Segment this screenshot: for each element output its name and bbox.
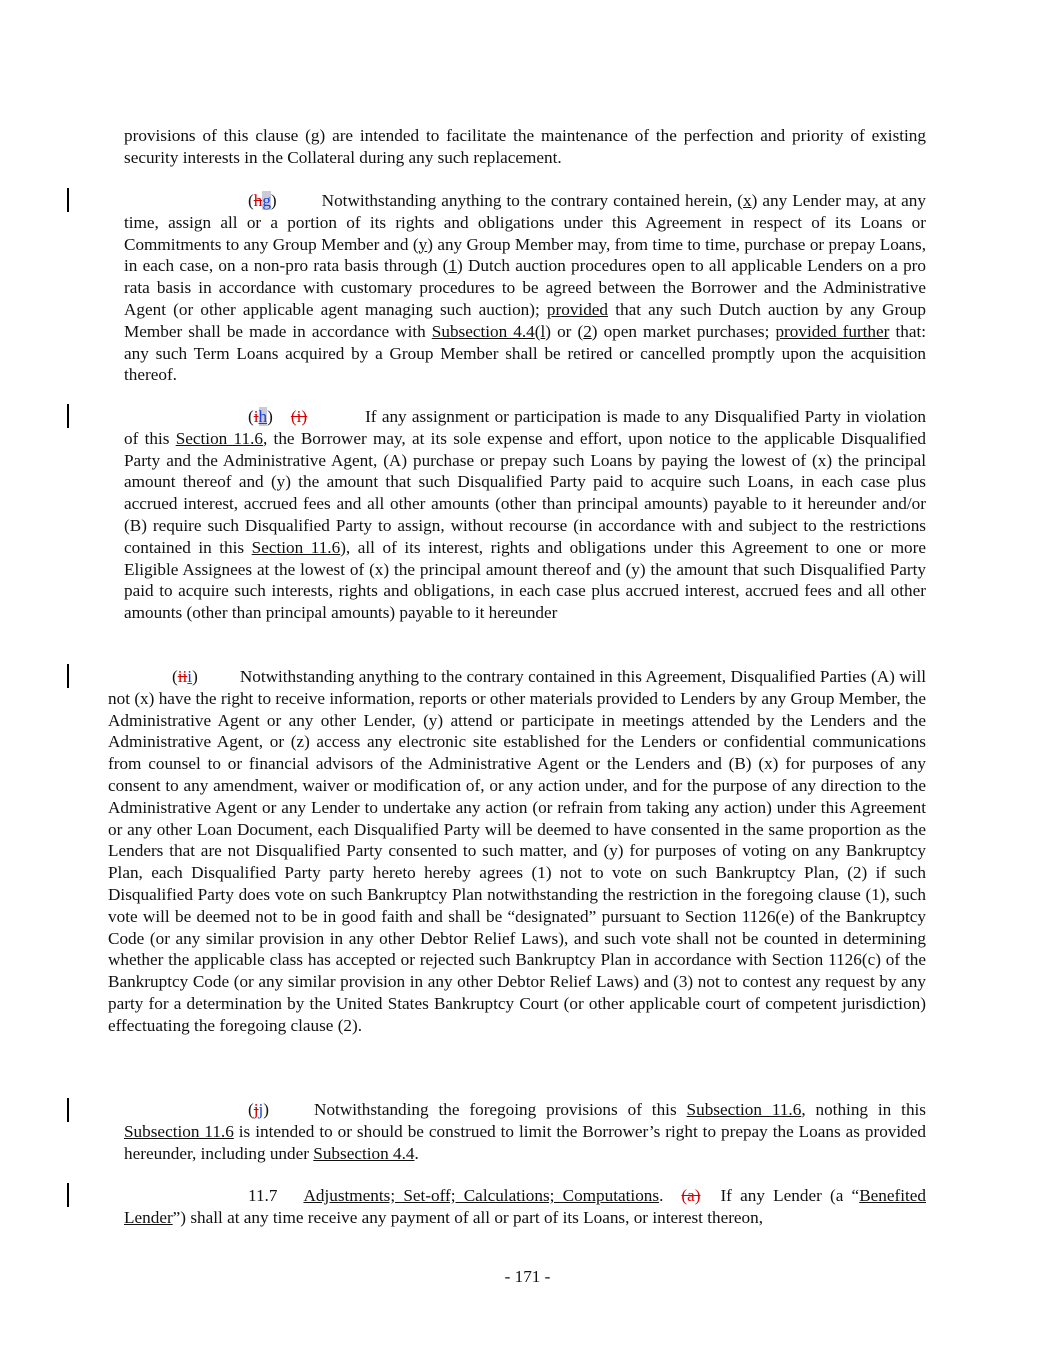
page-number: - 171 - [504, 1267, 551, 1286]
change-bar [67, 404, 69, 428]
change-bar [67, 1098, 69, 1122]
cross-reference: Section 11.6 [251, 537, 341, 557]
defined-term-provided: provided [546, 299, 609, 319]
section-heading: Adjustments; Set-off; Calculations; Computations [303, 1186, 660, 1205]
clause-label: (ih) [248, 407, 273, 426]
cross-reference: Section 11.6 [175, 428, 263, 448]
clause-label: (hg) [248, 191, 277, 210]
cross-reference: Subsection 11.6 [686, 1100, 802, 1119]
change-bar [67, 1183, 69, 1207]
cross-reference: Subsection 4.4 [431, 321, 535, 341]
paragraph-h: (ih) (i) If any assignment or participation is made to any Disqualified Party in violation of this Section 11.6, the Borrower may, at its sole expense and effort, upon notice to the applicable Disqualified Party and the Administrative Agent, (A) purchase or prepay such Loans by paying the lowest of (x) the principal amount thereof and (y) the amount that such Disqualified Party paid to acquire such Loans, in each case plus accrued interest, accrued fees and all other amounts (other than principal amounts) payable to it hereunder and/or (B) require such Disqualified Party to assign, without recourse (in accordance with and subject to the restrictions contained in this Section 11.6), all of its interest, rights and obligations under this Agreement to one or more Eligible Assignees at the lowest of (x) the principal amount thereof and (y) the amount that such Disqualified Party paid to acquire such interests, rights and obligations, in each case plus accrued interest, accrued fees and all other amounts (other than principal amounts) payable to it hereunder [124, 407, 927, 623]
clause-label: (jj) [248, 1100, 270, 1119]
paragraph-i: (iii) Notwithstanding anything to the contrary contained in this Agreement, Disqualified Parties (A) will not (x) have the right to receive information, reports or other materials provided to Lenders by any Group Member, the Administrative Agent or any other Lender, (y) attend or participate in meetings attended by the Lenders and the Administrative Agent, or (z) access any electronic site established for the Lenders or confidential communications from counsel to or financial advisors of the Administrative Agent or the Lenders and (B) (x) for purposes of any consent to any amendment, waiver or modification of, or any action under, and for the purpose of any direction to the Administrative Agent or any Lender to undertake any action (or refrain from taking any action) under this Agreement or any other Loan Document, each Disqualified Party will be deemed to have consented in the same proportion as the Lenders that are not Disqualified Party consented to such matter, and (y) for purposes of voting on any Bankruptcy Plan, each Disqualified Party party hereto hereby agrees (1) not to vote on such Bankruptcy Plan, (2) if such Disqualified Party does vote on such Bankruptcy Plan notwithstanding the restriction in the foregoing clause (1), such vote will be deemed not to be in good faith and shall be “designated” pursuant to Section 1126(e) of the Bankruptcy Code (or any similar provision in any other Debtor Relief Laws), and such vote shall not be counted in determining whether the applicable class has accepted or rejected such Bankruptcy Plan in accordance with Section 1126(c) of the Bankruptcy Code (or any similar provision in any other Debtor Relief Laws) and (3) not to contest any request by any party for a determination by the United States Bankruptcy Court (or other applicable court of competent jurisdiction) effectuating the foregoing clause (2). [108, 667, 926, 1035]
cross-reference: Subsection 4.4 [313, 1143, 415, 1163]
paragraph-continuation [124, 125, 926, 169]
section-11-7: 11.7 Adjustments; Set-off; Calculations; Computations. (a) If any Lender (a “Benefited Lender”) shall at any time receive any payment of all or part of its Loans, or interest thereon, [124, 1186, 926, 1227]
deleted-label: (i) [290, 407, 308, 426]
change-bar [67, 664, 69, 688]
defined-term-provided-further: provided further [775, 321, 890, 341]
paragraph-text: provisions of this clause (g) are intended to facilitate the maintenance of the perfection and priority of existing security interests in the Collateral during any such replacement. [124, 126, 926, 167]
deleted-label: (a) [681, 1186, 701, 1205]
paragraph-g: (hg) Notwithstanding anything to the contrary contained herein, (x) any Lender may, at any time, assign all or a portion of its rights and obligations under this Agreement in respect of its Loans or Commitments to any Group Member and (y) any Group Member may, from time to time, purchase or prepay Loans, in each case, on a non-pro rata basis through (1) Dutch auction procedures open to all applicable Lenders on a pro rata basis in accordance with customary procedures to be agreed between the Borrower and the Administrative Agent (or other applicable agent managing such auction); provided that any such Dutch auction by any Group Member shall be made in accordance with Subsection 4.4(l) or (2) open market purchases; provided further that: any such Term Loans acquired by a Group Member shall be retired or cancelled promptly upon the acquisition thereof. [124, 191, 927, 385]
cross-reference: Subsection 11.6 [124, 1121, 234, 1141]
paragraph-j: (jj) Notwithstanding the foregoing provisions of this Subsection 11.6, nothing in this Subsection 11.6 is intended to or should be construed to limit the Borrower’s right to prepay the Loans as provided hereunder, including under Subsection 4.4. [124, 1100, 926, 1163]
change-bar [67, 188, 69, 212]
section-number: 11.7 [248, 1186, 278, 1205]
defined-term-benefited-lender: Benefited Lender [124, 1186, 926, 1227]
clause-label: (iii) [172, 667, 198, 686]
